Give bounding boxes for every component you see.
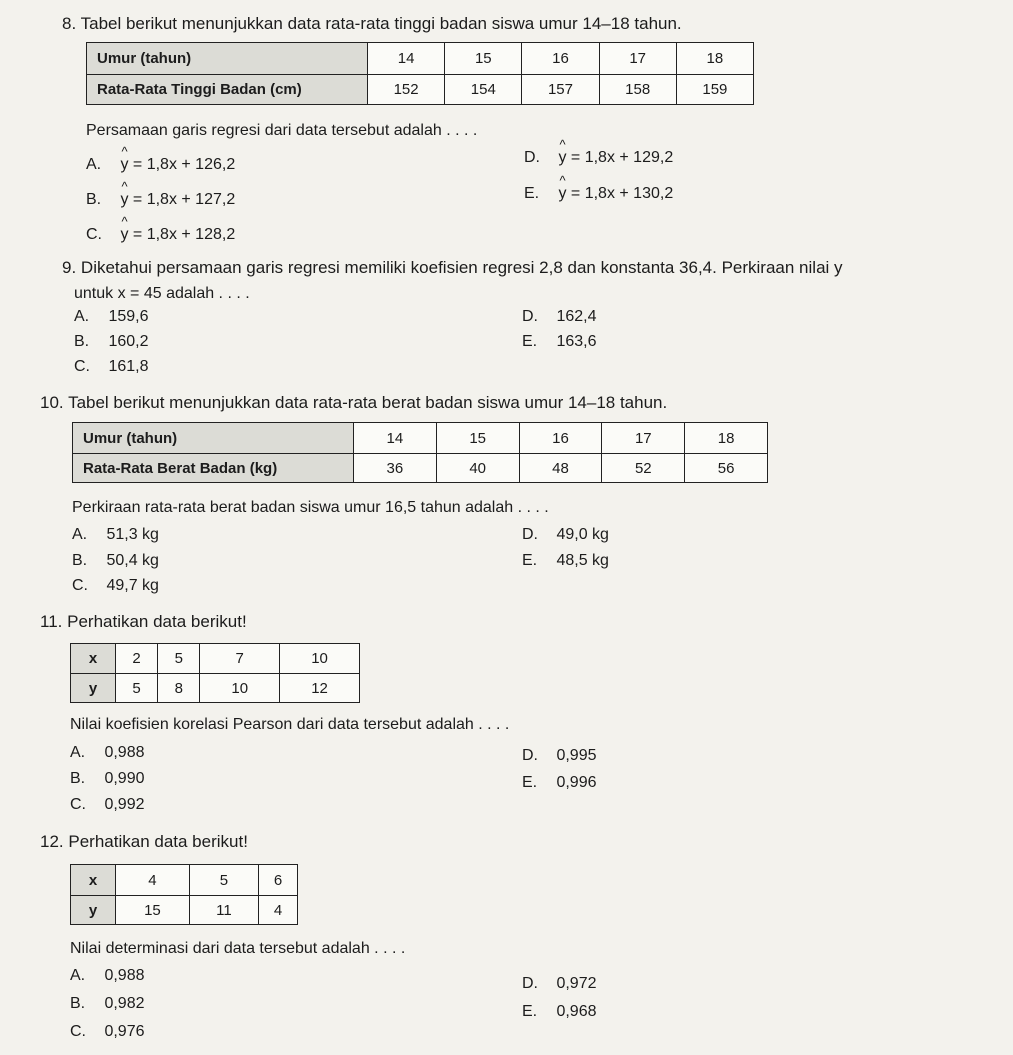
option-label: B.	[74, 333, 90, 350]
table-cell: 8	[158, 674, 200, 703]
option-a[interactable]	[70, 967, 145, 985]
option-label: D.	[522, 526, 538, 543]
option-e[interactable]	[522, 774, 597, 792]
option-text: 0,992	[104, 796, 145, 813]
option-label: A.	[72, 526, 88, 543]
table-cell: 6	[258, 865, 297, 896]
question-9-heading	[62, 258, 843, 278]
option-text: 0,988	[104, 967, 145, 984]
table-cell: 17	[602, 423, 685, 454]
option-text: 0,982	[104, 995, 145, 1012]
table-cell: 4	[258, 896, 297, 925]
option-d[interactable]	[522, 747, 597, 765]
weight-data-table	[72, 422, 768, 483]
option-b[interactable]	[74, 333, 149, 351]
option-label: D.	[522, 747, 538, 764]
option-text: 49,0 kg	[556, 526, 609, 543]
table-cell: 12	[280, 674, 360, 703]
question-number: 11.	[40, 612, 63, 631]
table-cell: 159	[676, 75, 753, 105]
y-hat-symbol: ^ y	[120, 226, 128, 244]
option-label: C.	[72, 577, 88, 594]
table-row-label: Umur (tahun)	[87, 43, 368, 75]
option-text: = 1,8x + 127,2	[132, 191, 236, 208]
table-cell: 48	[519, 454, 602, 483]
table-cell: 157	[522, 75, 599, 105]
option-d[interactable]	[524, 149, 673, 167]
question-number: 9.	[62, 258, 77, 277]
table-row-label: Umur (tahun)	[73, 423, 354, 454]
table-cell: 36	[354, 454, 437, 483]
y-hat-symbol: ^ y	[120, 191, 128, 209]
y-hat-symbol: ^ y	[120, 156, 128, 174]
option-label: D.	[522, 975, 538, 992]
option-b[interactable]	[70, 995, 145, 1013]
table-cell: 18	[676, 43, 753, 75]
table-cell: 152	[368, 75, 445, 105]
table-cell: 5	[189, 865, 258, 896]
table-cell: 17	[599, 43, 676, 75]
option-e[interactable]	[524, 185, 673, 203]
option-text: = 1,8x + 126,2	[132, 156, 236, 173]
option-label: B.	[72, 552, 88, 569]
y-hat-symbol: ^ y	[558, 149, 566, 167]
table-cell: 158	[599, 75, 676, 105]
option-label: A.	[70, 744, 86, 761]
question-8-heading	[62, 14, 682, 34]
option-text: 50,4 kg	[106, 552, 159, 569]
option-c[interactable]	[86, 226, 235, 244]
option-e[interactable]	[522, 1003, 597, 1021]
option-text: 0,976	[104, 1023, 145, 1040]
xy-data-table	[70, 864, 298, 925]
table-cell: 15	[436, 423, 519, 454]
table-cell: 11	[189, 896, 258, 925]
option-label: B.	[70, 995, 86, 1012]
question-stem: Perkiraan rata-rata berat badan siswa umur 16,5 tahun adalah . . . .	[72, 499, 549, 516]
table-cell: 56	[685, 454, 768, 483]
option-label: E.	[522, 333, 538, 350]
table-row-label: x	[71, 865, 116, 896]
option-label: A.	[74, 308, 90, 325]
option-a[interactable]	[74, 308, 149, 326]
option-text: 0,972	[556, 975, 597, 992]
table-cell: 154	[445, 75, 522, 105]
question-stem: Nilai koefisien korelasi Pearson dari data tersebut adalah . . . .	[70, 716, 510, 733]
option-b[interactable]	[70, 770, 145, 788]
option-d[interactable]	[522, 526, 609, 544]
question-text: Perhatikan data berikut!	[68, 832, 248, 851]
question-text: Perhatikan data berikut!	[67, 612, 247, 631]
question-number: 10.	[40, 393, 64, 412]
table-cell: 2	[116, 644, 158, 674]
xy-data-table	[70, 643, 360, 703]
table-cell: 14	[354, 423, 437, 454]
option-c[interactable]	[70, 796, 145, 814]
table-cell: 16	[519, 423, 602, 454]
option-e[interactable]	[522, 333, 597, 351]
option-label: E.	[522, 552, 538, 569]
option-text: 159,6	[108, 308, 149, 325]
y-hat-symbol: ^ y	[558, 185, 566, 203]
option-c[interactable]	[74, 358, 149, 376]
question-stem: Persamaan garis regresi dari data tersebut adalah . . . .	[86, 122, 478, 139]
table-cell: 10	[200, 674, 280, 703]
table-cell: 16	[522, 43, 599, 75]
question-number: 12.	[40, 832, 64, 851]
table-cell: 4	[116, 865, 190, 896]
option-text: = 1,8x + 130,2	[570, 185, 674, 202]
table-row-label: Rata-Rata Tinggi Badan (cm)	[87, 75, 368, 105]
table-row-label: Rata-Rata Berat Badan (kg)	[73, 454, 354, 483]
option-text: = 1,8x + 129,2	[570, 149, 674, 166]
option-text: 163,6	[556, 333, 597, 350]
option-text: 0,990	[104, 770, 145, 787]
table-cell: 40	[436, 454, 519, 483]
table-cell: 14	[368, 43, 445, 75]
option-a[interactable]	[70, 744, 145, 762]
table-cell: 52	[602, 454, 685, 483]
option-text: = 1,8x + 128,2	[132, 226, 236, 243]
option-text: 48,5 kg	[556, 552, 609, 569]
table-cell: 15	[116, 896, 190, 925]
option-label: A.	[70, 967, 86, 984]
option-label: C.	[86, 226, 102, 243]
option-d[interactable]	[522, 308, 597, 326]
option-text: 0,988	[104, 744, 145, 761]
question-text: Tabel berikut menunjukkan data rata-rata berat badan siswa umur 14–18 tahun.	[68, 393, 668, 412]
table-cell: 18	[685, 423, 768, 454]
option-a[interactable]	[72, 526, 159, 544]
option-label: B.	[86, 191, 102, 208]
question-10-heading	[40, 393, 667, 413]
option-label: B.	[70, 770, 86, 787]
option-b[interactable]	[72, 552, 159, 570]
table-row-label: y	[71, 896, 116, 925]
option-text: 162,4	[556, 308, 597, 325]
table-row-label: y	[71, 674, 116, 703]
option-label: E.	[522, 1003, 538, 1020]
question-text-continued: untuk x = 45 adalah . . . .	[74, 285, 250, 302]
option-label: D.	[522, 308, 538, 325]
option-text: 0,995	[556, 747, 597, 764]
option-b[interactable]	[86, 191, 235, 209]
option-label: C.	[70, 1023, 86, 1040]
option-e[interactable]	[522, 552, 609, 570]
table-cell: 10	[280, 644, 360, 674]
option-label: C.	[70, 796, 86, 813]
option-a[interactable]	[86, 156, 235, 174]
option-text: 0,996	[556, 774, 597, 791]
table-cell: 5	[116, 674, 158, 703]
option-d[interactable]	[522, 975, 597, 993]
question-stem: Nilai determinasi dari data tersebut adalah . . . .	[70, 940, 406, 957]
table-cell: 7	[200, 644, 280, 674]
option-text: 161,8	[108, 358, 149, 375]
option-label: E.	[524, 185, 540, 202]
option-text: 49,7 kg	[106, 577, 159, 594]
table-cell: 5	[158, 644, 200, 674]
option-c[interactable]	[72, 577, 159, 595]
table-row-label: x	[71, 644, 116, 674]
option-label: E.	[522, 774, 538, 791]
option-label: A.	[86, 156, 102, 173]
question-number: 8.	[62, 14, 77, 33]
option-c[interactable]	[70, 1023, 145, 1041]
question-text: Diketahui persamaan garis regresi memiliki koefisien regresi 2,8 dan konstanta 36,4. Perkiraan nilai y	[80, 258, 843, 277]
option-label: C.	[74, 358, 90, 375]
question-11-heading	[40, 612, 247, 632]
question-12-heading	[40, 832, 248, 852]
table-cell: 15	[445, 43, 522, 75]
option-text: 51,3 kg	[106, 526, 159, 543]
option-text: 160,2	[108, 333, 149, 350]
option-text: 0,968	[556, 1003, 597, 1020]
option-label: D.	[524, 149, 540, 166]
question-text: Tabel berikut menunjukkan data rata-rata tinggi badan siswa umur 14–18 tahun.	[80, 14, 682, 33]
height-data-table	[86, 42, 754, 105]
